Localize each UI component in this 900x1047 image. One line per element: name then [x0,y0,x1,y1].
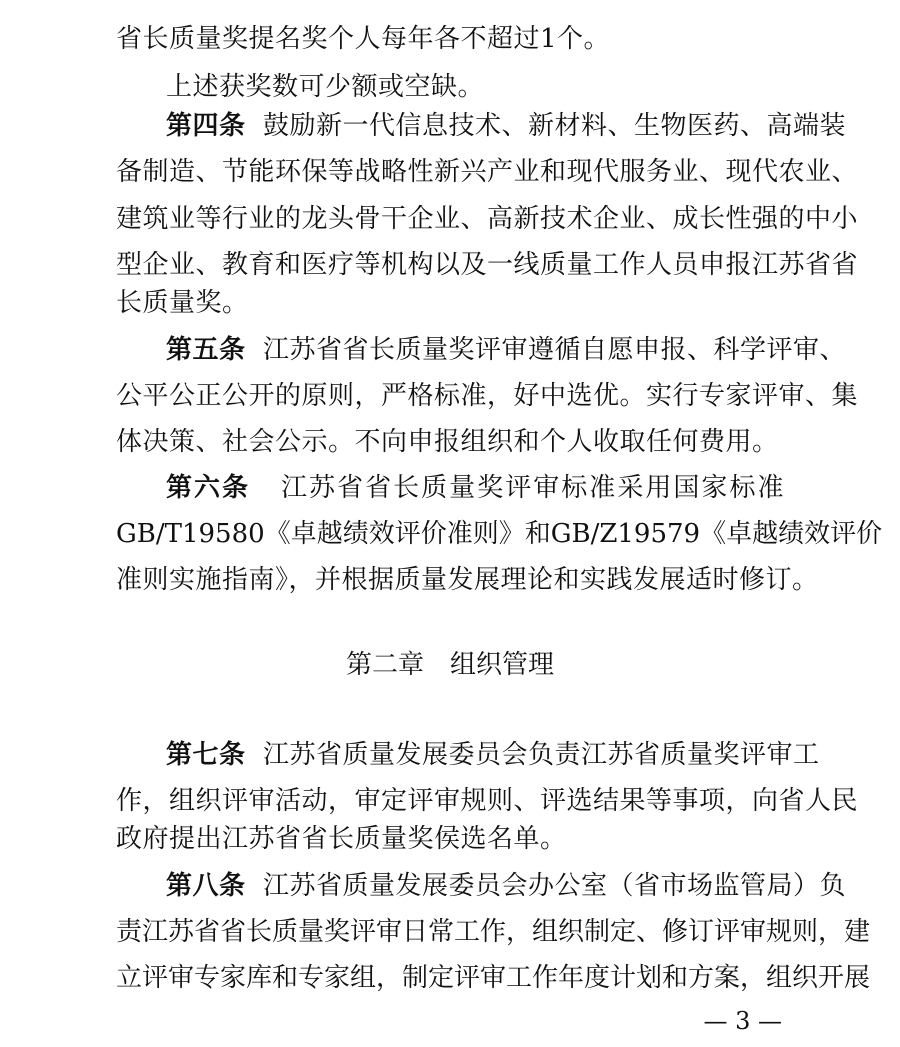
paragraph-line: 责江苏省省长质量奖评审日常工作，组织制定、修订评审规则，建 [116,917,871,947]
paragraph-line: 建筑业等行业的龙头骨干企业、高新技术企业、成长性强的中小 [116,204,859,234]
paragraph-line: 公平公正公开的原则，严格标准，好中选优。实行专家评审、集 [116,381,859,411]
paragraph-line: 长质量奖。 [116,288,249,318]
article-8-first-line: 第八条 江苏省质量发展委员会办公室（省市场监管局）负 [166,871,847,901]
paragraph-line: 体决策、社会公示。不向申报组织和个人收取任何费用。 [116,427,779,457]
paragraph-line: 上述获奖数可少额或空缺。 [166,72,485,102]
article-heading: 第八条 [166,871,246,901]
paragraph-line: 作，组织评审活动，审定评审规则、评选结果等事项，向省人民 [116,786,859,816]
chapter-title: 第二章 组织管理 [345,650,554,680]
paragraph-line: GB/T19580《卓越绩效评价准则》和GB/Z19579《卓越绩效评价 [116,519,883,549]
article-heading: 第六条 [166,473,251,503]
article-heading: 第五条 [166,335,246,365]
paragraph-line: 准则实施指南》，并根据质量发展理论和实践发展适时修订。 [116,565,819,595]
paragraph-line: 省长质量奖提名奖个人每年各不超过1个。 [116,24,611,54]
article-7-first-line: 第七条 江苏省质量发展委员会负责江苏省质量奖评审工 [166,740,820,770]
article-6-first-line: 第六条 江苏省省长质量奖评审标准采用国家标准 [166,473,784,503]
article-heading: 第四条 [166,111,246,141]
article-4-first-line: 第四条 鼓励新一代信息技术、新材料、生物医药、高端装 [166,111,847,141]
article-heading: 第七条 [166,740,246,770]
paragraph-line: 备制造、节能环保等战略性新兴产业和现代服务业、现代农业、 [116,157,859,187]
paragraph-line: 型企业、教育和医疗等机构以及一线质量工作人员申报江苏省省 [116,250,859,280]
article-5-first-line: 第五条 江苏省省长质量奖评审遵循自愿申报、科学评审、 [166,335,847,365]
paragraph-line: 立评审专家库和专家组，制定评审工作年度计划和方案，组织开展 [116,963,871,993]
page-number: — 3 — [703,1007,782,1035]
paragraph-line: 政府提出江苏省省长质量奖侯选名单。 [116,824,567,854]
